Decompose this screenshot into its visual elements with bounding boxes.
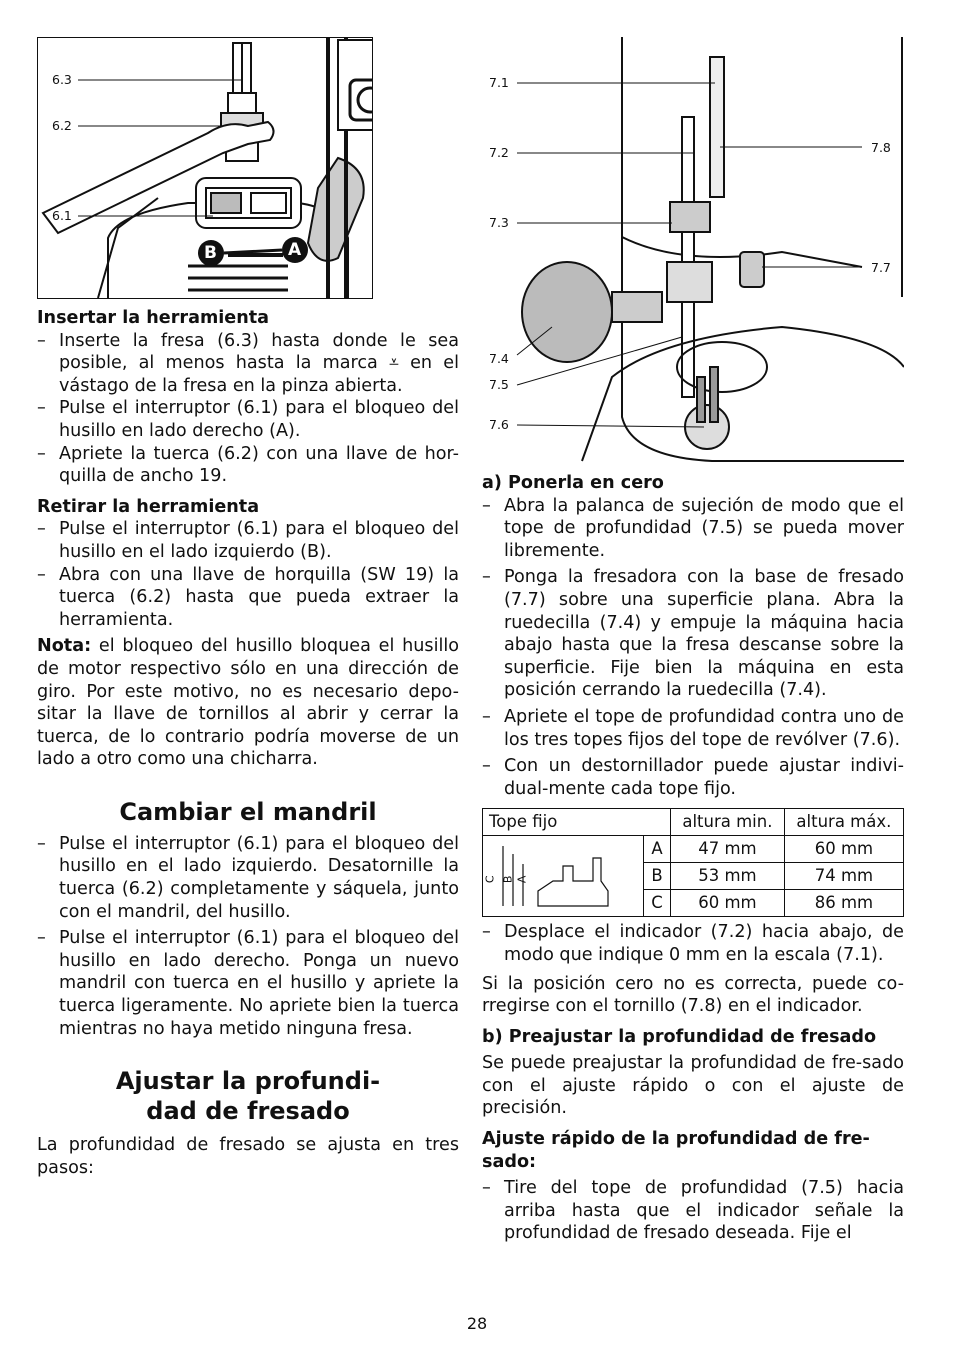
list-item: – Abra con una llave de horquilla (SW 19) la tuerca (6.2) hasta que pueda extraer la herramienta.	[37, 564, 459, 632]
label-7-4: 7.4	[489, 351, 509, 366]
stop-min: 47 mm	[671, 836, 785, 863]
stop-max: 74 mm	[784, 863, 903, 890]
note-label: Nota:	[37, 636, 92, 657]
quick-heading: Ajuste rápido de la profundidad de fre-sado:	[482, 1129, 870, 1172]
correct-paragraph: Si la posición cero no es correcta, puede co-rregirse con el tornillo (7.8) en el indicador.	[482, 973, 904, 1017]
diagram-label-b: B	[501, 875, 515, 884]
label-6-1: 6.1	[52, 208, 72, 223]
marker-b: B	[204, 243, 217, 263]
stop-id: A	[644, 836, 671, 863]
stop-diagram-cell	[483, 836, 644, 917]
table-header: altura min.	[671, 809, 785, 836]
list-item: – Tire del tope de profundidad (7.5) hacia arriba hasta que el indicador señale la profundidad de fresado deseada. Fije el	[482, 1177, 904, 1245]
table-header-row	[483, 809, 904, 836]
stop-min: 53 mm	[671, 863, 785, 890]
stop-id: C	[644, 890, 671, 917]
figure-7-depth-stop	[482, 37, 904, 462]
mandril-list	[37, 833, 459, 1040]
figure-6-spindle-lock	[37, 37, 373, 299]
zero-heading: a) Ponerla en cero	[482, 473, 664, 493]
preset-heading: b) Preajustar la profundidad de fresado	[482, 1026, 877, 1047]
list-item: – Abra la palanca de sujeción de modo que el tope de profundidad (7.5) se pueda mover libremente.	[482, 495, 904, 563]
list-item: – Ponga la fresadora con la base de fresado (7.7) sobre una superficie plana. Abra la ruedecilla (7.4) y empuje la máquina hacia abajo hasta que la fresa descanse sobre la superficie. Fije bien la máquina en esta posición cerrando la ruedecilla (7.4).	[482, 566, 904, 702]
quick-list	[482, 1177, 904, 1245]
table-row	[483, 836, 904, 863]
label-7-3: 7.3	[489, 215, 509, 230]
preset-paragraph: Se puede preajustar la profundidad de fre-sado con el ajuste rápido o con el ajuste de precisión.	[482, 1053, 904, 1119]
marker-a: A	[288, 240, 302, 260]
label-7-6: 7.6	[489, 417, 509, 432]
note-text: el bloqueo del husillo bloquea el husillo de motor respectivo sólo en una dirección de giro. Por este motivo, no es necesario depo-sitar la llave de tornillos al abrir y cerrar la tuerca, de lo contrario podría moverse de un lado a otro como una chicharra.	[37, 636, 459, 770]
heading-ajustar-line1: Ajustar la profundi-	[115, 1067, 381, 1096]
label-7-1: 7.1	[489, 75, 509, 90]
list-item: – Pulse el interruptor (6.1) para el bloqueo del husillo en el lado izquierdo (B).	[37, 518, 459, 563]
label-6-3: 6.3	[52, 72, 72, 87]
label-7-8: 7.8	[871, 140, 891, 155]
page-number: 28	[466, 1314, 488, 1333]
insert-tool-heading: Insertar la herramienta	[37, 308, 270, 328]
table-header: altura máx.	[784, 809, 903, 836]
heading-cambiar-mandril: Cambiar el mandril	[119, 797, 377, 826]
label-7-2: 7.2	[489, 145, 509, 160]
stop-max: 86 mm	[784, 890, 903, 917]
zero-list	[482, 495, 904, 801]
list-item: – Inserte la fresa (6.3) hasta donde le sea posible, al menos hasta la marca ⩡ en el vástago de la fresa en la pinza abierta.	[37, 330, 459, 398]
insert-tool-list	[37, 330, 459, 488]
diagram-label-a: A	[515, 875, 529, 884]
note-paragraph	[37, 635, 459, 771]
list-item: – Apriete la tuerca (6.2) con una llave de hor-quilla de ancho 19.	[37, 443, 459, 488]
list-item: – Apriete el tope de profundidad contra uno de los tres topes fijos del tope de revólver (7.6).	[482, 706, 904, 751]
remove-tool-list	[37, 518, 459, 631]
router-depth-stop-illustration	[482, 37, 904, 462]
indicator-list	[482, 921, 904, 966]
label-7-5: 7.5	[489, 377, 509, 392]
list-item: – Pulse el interruptor (6.1) para el bloqueo del husillo en lado derecho. Ponga un nuevo mandril con tuerca en el husillo y apriete la tuerca ligeramente. No apriete bien la tuerca mientras no haya metido ninguna fresa.	[37, 927, 459, 1040]
table-header: Tope fijo	[483, 809, 671, 836]
list-item: – Desplace el indicador (7.2) hacia abajo, de modo que indique 0 mm en la escala (7.1).	[482, 921, 904, 966]
label-6-2: 6.2	[52, 118, 72, 133]
diagram-label-c: C	[483, 875, 497, 884]
stop-id: B	[644, 863, 671, 890]
list-item: – Pulse el interruptor (6.1) para el bloqueo del husillo en lado derecho (A).	[37, 397, 459, 442]
list-item: – Pulse el interruptor (6.1) para el bloqueo del husillo en el lado izquierdo. Desatornille la tuerca (6.2) completamente y sáquela, junto con el mandril, del husillo.	[37, 833, 459, 923]
label-7-7: 7.7	[871, 260, 891, 275]
list-item: – Con un destornillador puede ajustar indivi-dual-mente cada tope fijo.	[482, 755, 904, 800]
heading-ajustar-line2: dad de fresado	[146, 1097, 350, 1126]
ajustar-paragraph: La profundidad de fresado se ajusta en tres pasos:	[37, 1135, 459, 1178]
remove-tool-heading: Retirar la herramienta	[37, 496, 260, 517]
stop-min: 60 mm	[671, 890, 785, 917]
fixed-stop-table	[482, 808, 904, 917]
stop-max: 60 mm	[784, 836, 903, 863]
